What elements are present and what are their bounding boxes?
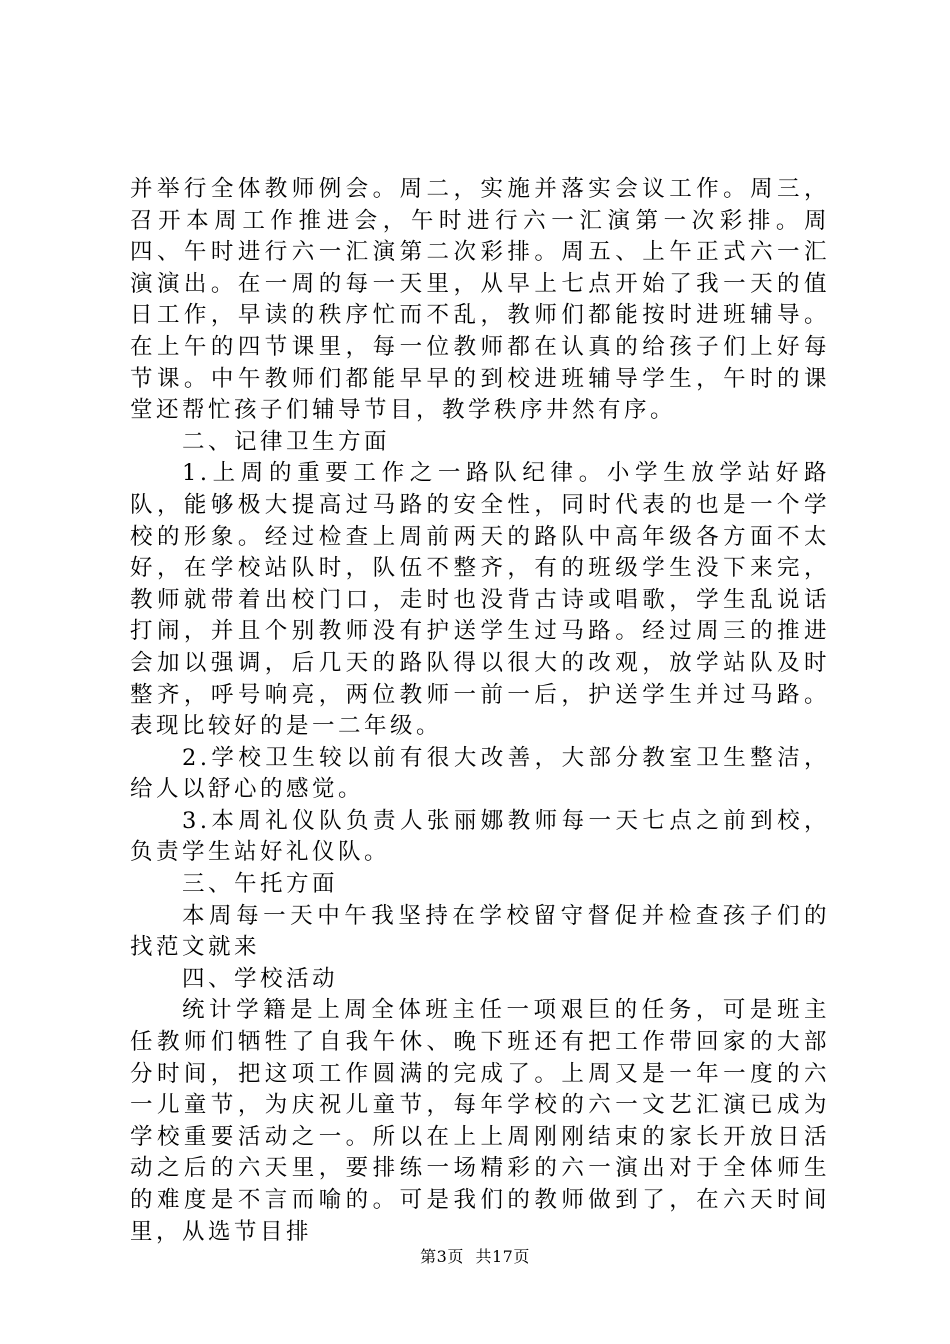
paragraph: 并举行全体教师例会。周二，实施并落实会议工作。周三，召开本周工作推进会，午时进行六一汇演第一次彩排。周四、午时进行六一汇演第二次彩排。周五、上午正式六一汇演演出。在一周的每一天里，从早上七点开始了我一天的值日工作，早读的秩序忙而不乱，教师们都能按时进班辅导。在上午的四节课里，每一位教师都在认真的给孩子们上好每节课。中午教师们都能早早的到校进班辅导学生，午时的课堂还帮忙孩子们辅导节目，教学秩序井然有序。	[130, 176, 830, 424]
section-heading: 三、午托方面	[182, 871, 339, 898]
paragraph: 1.上周的重要工作之一路队纪律。小学生放学站好路队，能够极大提高过马路的安全性，同时代表的也是一个学校的形象。经过检查上周前两天的路队中高年级各方面不太好，在学校站队时，队伍不整齐，有的班级学生没下来完，教师就带着出校门口，走时也没背古诗或唱歌，学生乱说话打闹，并且个别教师没有护送学生过马路。经过周三的推进会加以强调，后几天的路队得以很大的改观，放学站队及时整齐，呼号响亮，两位教师一前一后，护送学生并过马路。表现比较好的是一二年级。	[130, 460, 830, 740]
section-heading: 二、记律卫生方面	[182, 428, 391, 455]
document-body	[130, 174, 830, 1248]
page-total: 共17页	[475, 1247, 530, 1266]
section-heading: 四、学校活动	[182, 965, 339, 992]
page-footer	[0, 1244, 950, 1267]
paragraph: 统计学籍是上周全体班主任一项艰巨的任务，可是班主任教师们牺牲了自我午休、晚下班还有把工作带回家的大部分时间，把这项工作圆满的完成了。上周又是一年一度的六一儿童节，为庆祝儿童节，每年学校的六一文艺汇演已成为学校重要活动之一。所以在上上周刚刚结束的家长开放日活动之后的六天里，要排练一场精彩的六一演出对于全体师生的难度是不言而喻的。可是我们的教师做到了，在六天时间里，从选节目排	[130, 997, 830, 1245]
paragraph: 3.本周礼仪队负责人张丽娜教师每一天七点之前到校，负责学生站好礼仪队。	[130, 807, 830, 866]
paragraph: 本周每一天中午我坚持在学校留守督促并检查孩子们的找范文就来	[130, 902, 830, 961]
paragraph: 2.学校卫生较以前有很大改善，大部分教室卫生整洁，给人以舒心的感觉。	[130, 744, 830, 803]
page-number: 第3页	[420, 1247, 464, 1266]
